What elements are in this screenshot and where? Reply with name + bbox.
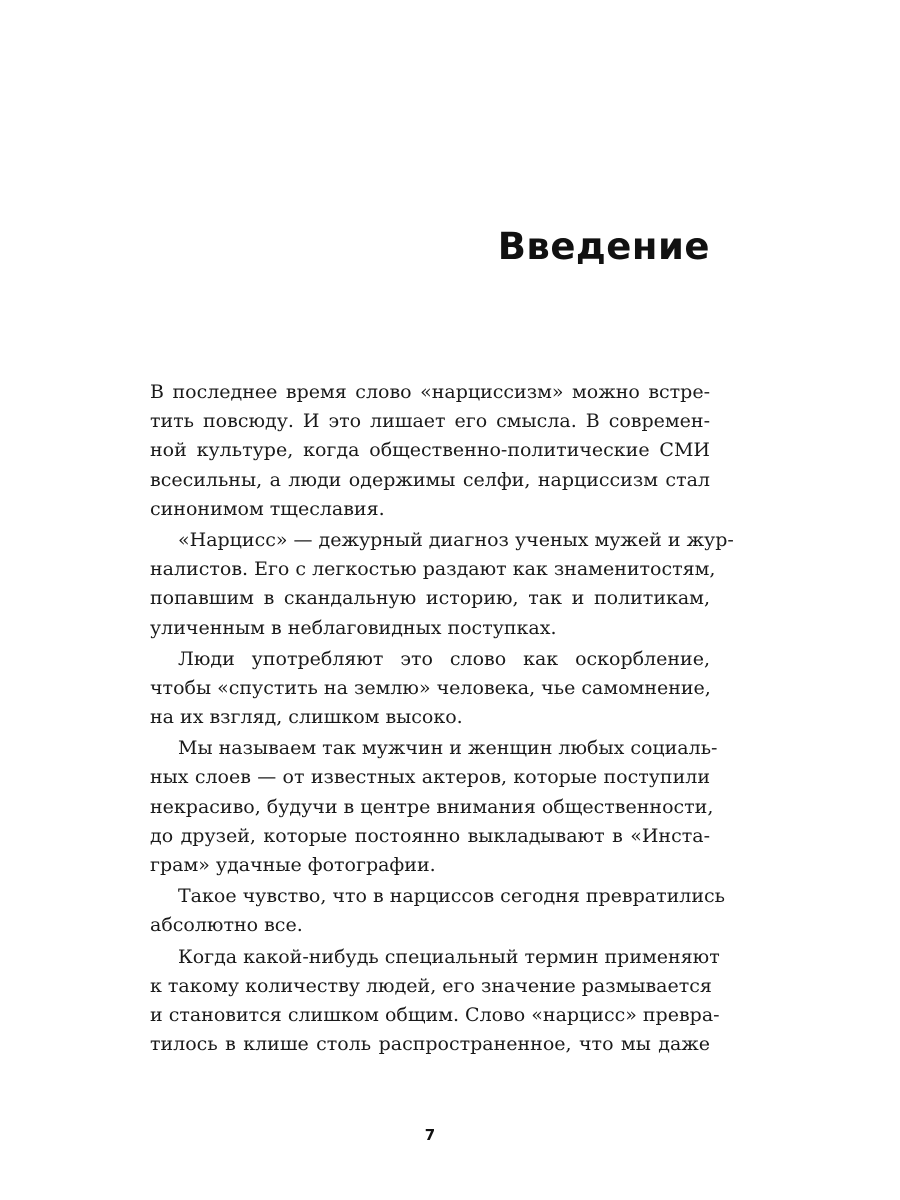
page-number: 7 [424, 1126, 436, 1144]
paragraph [150, 645, 710, 733]
text-line: Когда какой-нибудь специальный термин применяют [178, 945, 720, 968]
text-line: на их взгляд, слишком высоко. [150, 706, 463, 729]
text-line: чтобы «спустить на землю» человека, чье самомнение, [150, 676, 711, 699]
text-line: к такому количеству людей, его значение размывается [150, 974, 712, 997]
text-line: и становится слишком общим. Слово «нарцисс» превра- [150, 1003, 720, 1026]
paragraph [150, 734, 718, 880]
text-line: до друзей, которые постоянно выкладывают в «Инста- [150, 824, 710, 847]
text-line: синонимом тщеславия. [150, 497, 385, 520]
paragraph [150, 943, 720, 1060]
paragraph [150, 882, 726, 940]
text-line: ных слоев — от известных актеров, которые поступили [150, 766, 710, 789]
paragraph [150, 378, 710, 524]
text-line: грам» удачные фотографии. [150, 854, 436, 876]
text-line: попавшим в скандальную историю, так и политикам, [150, 587, 710, 610]
paragraph [150, 526, 734, 643]
text-line: тить повсюду. И это лишает его смысла. В современ- [150, 410, 710, 433]
text-line: абсолютно все. [150, 914, 303, 937]
text-line: ной культуре, когда общественно-политические СМИ [150, 439, 710, 462]
text-line: всесильны, а люди одержимы селфи, нарциссизм стал [150, 468, 710, 491]
text-line: уличенным в неблаговидных поступках. [150, 616, 557, 639]
text-line: налистов. Его с легкостью раздают как знаменитостям, [150, 558, 716, 581]
text-line: В последнее время слово «нарциссизм» можно встре- [150, 381, 710, 403]
body-text [150, 378, 734, 1061]
text-line: некрасиво, будучи в центре внимания общественности, [150, 795, 714, 818]
text-line: Мы называем так мужчин и женщин любых социаль- [178, 737, 718, 760]
text-line: Люди употребляют это слово как оскорбление, [178, 647, 710, 670]
text-line: «Нарцисс» — дежурный диагноз ученых мужей и жур- [178, 528, 734, 551]
text-line: Такое чувство, что в нарциссов сегодня превратились [178, 885, 726, 908]
chapter-title: Введение [497, 225, 710, 268]
text-line: тилось в клише столь распространенное, что мы даже [150, 1033, 710, 1056]
